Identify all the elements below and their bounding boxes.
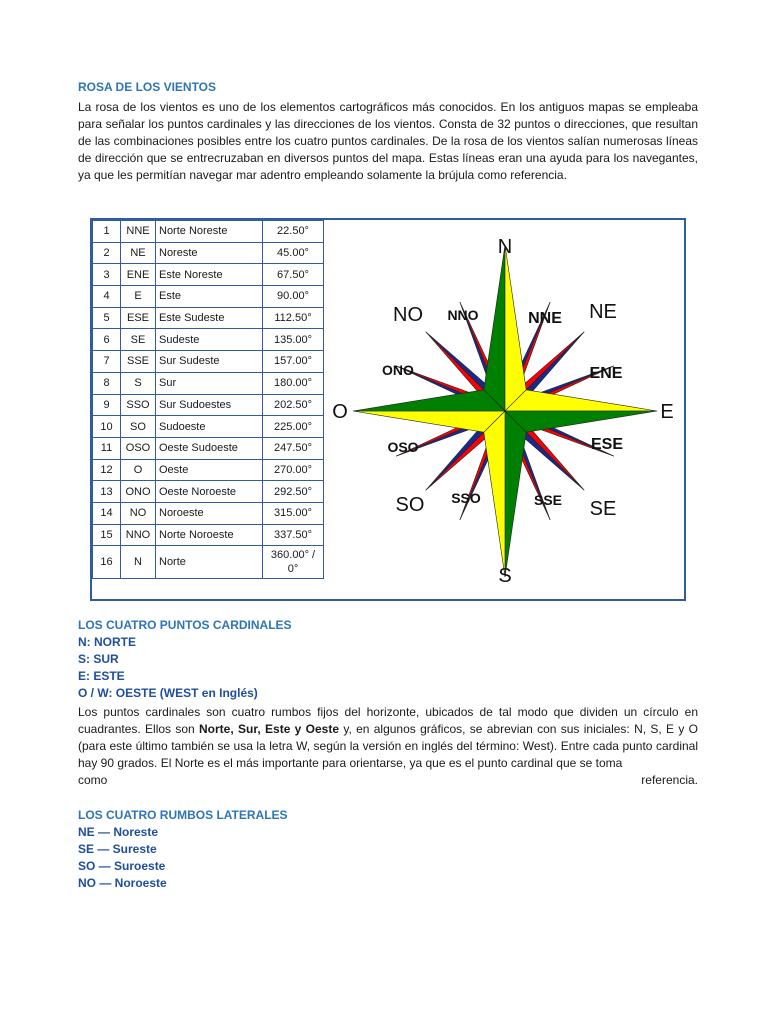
paragraph-text: Los puntos cardinales son cuatro rumbos fijos del horizonte, ubicados de tal modo que dividen un círculo en cuadrantes. Ellos son — [78, 705, 698, 736]
compass-label-ese: ESE — [590, 436, 624, 453]
direction-degrees: 270.00° — [263, 459, 324, 481]
direction-degrees: 112.50° — [263, 307, 324, 329]
direction-name: Sur Sudoestes — [156, 394, 263, 416]
compass-ray-cardinal — [505, 245, 526, 411]
row-number: 7 — [93, 351, 121, 373]
paragraph-text: y, en algunos gráficos, se abrevian con sus iniciales: N, S, E y O (para este último también se usa la letra W, según la versión en inglés del término: West). Entre cada punto cardinal hay 90 grados. El Norte es el más importante para orientarse, ya que es el punto cardinal que se toma — [78, 722, 698, 770]
direction-degrees: 360.00° / 0° — [263, 546, 324, 579]
lateral-item: SE — Sureste — [78, 842, 157, 856]
row-number: 11 — [93, 437, 121, 459]
bold-term: Norte — [199, 722, 231, 736]
cardinal-item: E: ESTE — [78, 669, 125, 683]
table-row — [93, 459, 324, 481]
direction-name: Sur — [156, 372, 263, 394]
direction-degrees: 135.00° — [263, 329, 324, 351]
direction-abbr: NO — [121, 502, 156, 524]
direction-degrees: 202.50° — [263, 394, 324, 416]
cardinal-item: S: SUR — [78, 652, 119, 666]
direction-degrees: 67.50° — [263, 264, 324, 286]
lateral-item: NE — Noreste — [78, 825, 159, 839]
paragraph-text: referencia. — [641, 773, 698, 787]
row-number: 15 — [93, 524, 121, 546]
compass-ray-cardinal — [353, 411, 505, 432]
direction-abbr: S — [121, 372, 156, 394]
intro-section — [78, 79, 698, 184]
table-row — [93, 394, 324, 416]
table-row — [93, 481, 324, 503]
direction-abbr: SSO — [121, 394, 156, 416]
direction-degrees: 22.50° — [263, 221, 324, 243]
compass-ray-cardinal — [505, 390, 657, 411]
bold-term: Este y Oeste — [265, 722, 340, 736]
direction-abbr: O — [121, 459, 156, 481]
paragraph-last-line — [78, 772, 698, 789]
row-number: 1 — [93, 221, 121, 243]
direction-degrees: 315.00° — [263, 502, 324, 524]
direction-degrees: 45.00° — [263, 242, 324, 264]
cardinal-heading: LOS CUATRO PUNTOS CARDINALES — [78, 618, 292, 632]
direction-name: Este Sudeste — [156, 307, 263, 329]
direction-abbr: SE — [121, 329, 156, 351]
compass-label-no: NO — [393, 304, 423, 326]
direction-name: Este Noreste — [156, 264, 263, 286]
direction-abbr: ENE — [121, 264, 156, 286]
wind-rose-figure — [90, 218, 686, 601]
compass-label-nne: NNE — [528, 310, 562, 327]
table-row — [93, 351, 324, 373]
table-row — [93, 307, 324, 329]
direction-name: Sur Sudeste — [156, 351, 263, 373]
direction-abbr: NE — [121, 242, 156, 264]
compass-rose — [323, 220, 684, 599]
table-row — [93, 221, 324, 243]
table-row — [93, 502, 324, 524]
table-row — [93, 372, 324, 394]
direction-name: Noreste — [156, 242, 263, 264]
cardinal-paragraph — [78, 704, 698, 772]
compass-ray-cardinal — [484, 245, 505, 411]
direction-name: Sudeste — [156, 329, 263, 351]
table-row — [93, 329, 324, 351]
row-number: 3 — [93, 264, 121, 286]
row-number: 2 — [93, 242, 121, 264]
table-row — [93, 416, 324, 438]
lateral-heading: LOS CUATRO RUMBOS LATERALES — [78, 808, 288, 822]
cardinal-points-section — [78, 617, 698, 789]
compass-rose-drawing — [323, 220, 684, 599]
direction-abbr: NNE — [121, 221, 156, 243]
separator: , — [230, 722, 239, 736]
row-number: 4 — [93, 286, 121, 308]
direction-degrees: 337.50° — [263, 524, 324, 546]
direction-name: Este — [156, 286, 263, 308]
row-number: 14 — [93, 502, 121, 524]
row-number: 9 — [93, 394, 121, 416]
compass-label-s: S — [498, 565, 512, 587]
table-row — [93, 286, 324, 308]
lateral-item: SO — Suroeste — [78, 859, 166, 873]
row-number: 13 — [93, 481, 121, 503]
table-row — [93, 242, 324, 264]
compass-ray-cardinal — [484, 411, 505, 577]
table-row — [93, 437, 324, 459]
compass-label-nno: NNO — [447, 307, 479, 323]
table-row — [93, 524, 324, 546]
separator: , — [257, 722, 266, 736]
compass-ray-cardinal — [353, 390, 505, 411]
compass-label-se: SE — [589, 498, 617, 520]
compass-label-ene: ENE — [589, 365, 623, 382]
compass-label-ne: NE — [589, 301, 617, 323]
compass-label-e: E — [660, 401, 674, 423]
directions-table — [92, 220, 324, 579]
direction-degrees: 292.50° — [263, 481, 324, 503]
direction-name: Norte Noreste — [156, 221, 263, 243]
row-number: 10 — [93, 416, 121, 438]
direction-degrees: 90.00° — [263, 286, 324, 308]
compass-label-o: O — [332, 401, 348, 423]
table-row — [93, 546, 324, 579]
compass-ray-cardinal — [505, 411, 657, 432]
cardinal-list — [78, 634, 698, 702]
direction-abbr: N — [121, 546, 156, 579]
compass-label-sse: SSE — [533, 492, 563, 508]
compass-label-ono: ONO — [382, 362, 414, 378]
row-number: 6 — [93, 329, 121, 351]
direction-degrees: 157.00° — [263, 351, 324, 373]
direction-degrees: 247.50° — [263, 437, 324, 459]
cardinal-item: N: NORTE — [78, 635, 136, 649]
direction-degrees: 180.00° — [263, 372, 324, 394]
direction-abbr: SO — [121, 416, 156, 438]
compass-ray-cardinal — [505, 411, 526, 577]
intro-heading: ROSA DE LOS VIENTOS — [78, 80, 217, 94]
compass-label-so: SO — [395, 494, 425, 516]
direction-abbr: ESE — [121, 307, 156, 329]
direction-name: Noroeste — [156, 502, 263, 524]
row-number: 5 — [93, 307, 121, 329]
direction-abbr: NNO — [121, 524, 156, 546]
row-number: 8 — [93, 372, 121, 394]
direction-name: Oeste Noroeste — [156, 481, 263, 503]
row-number: 12 — [93, 459, 121, 481]
cardinal-item: O / W: OESTE (WEST en Inglés) — [78, 686, 258, 700]
compass-label-sso: SSO — [451, 490, 481, 506]
direction-abbr: ONO — [121, 481, 156, 503]
table-row — [93, 264, 324, 286]
intro-paragraph: La rosa de los vientos es uno de los elementos cartográficos más conocidos. En los antiguos mapas se empleaba para señalar los puntos cardinales y las direcciones de los vientos. Consta de 32 puntos o direcciones, que resultan de las combinaciones posibles entre los cuatro puntos cardinales. De la rosa de los vientos salían numerosas líneas de dirección que se entrecruzaban en diversos puntos del mapa. Estas líneas eran una ayuda para los navegantes, ya que les permitían navegar mar adentro empleando solamente la brújula como referencia. — [78, 100, 698, 182]
direction-name: Sudoeste — [156, 416, 263, 438]
direction-degrees: 225.00° — [263, 416, 324, 438]
direction-name: Oeste Sudoeste — [156, 437, 263, 459]
direction-name: Oeste — [156, 459, 263, 481]
direction-abbr: SSE — [121, 351, 156, 373]
direction-abbr: E — [121, 286, 156, 308]
direction-name: Norte — [156, 546, 263, 579]
row-number: 16 — [93, 546, 121, 579]
direction-abbr: OSO — [121, 437, 156, 459]
lateral-item: NO — Noroeste — [78, 876, 167, 890]
paragraph-text: como — [78, 773, 108, 787]
compass-label-n: N — [497, 236, 513, 258]
bold-term: Sur — [238, 722, 258, 736]
lateral-directions-section — [78, 807, 698, 892]
direction-name: Norte Noroeste — [156, 524, 263, 546]
compass-label-oso: OSO — [387, 439, 419, 455]
